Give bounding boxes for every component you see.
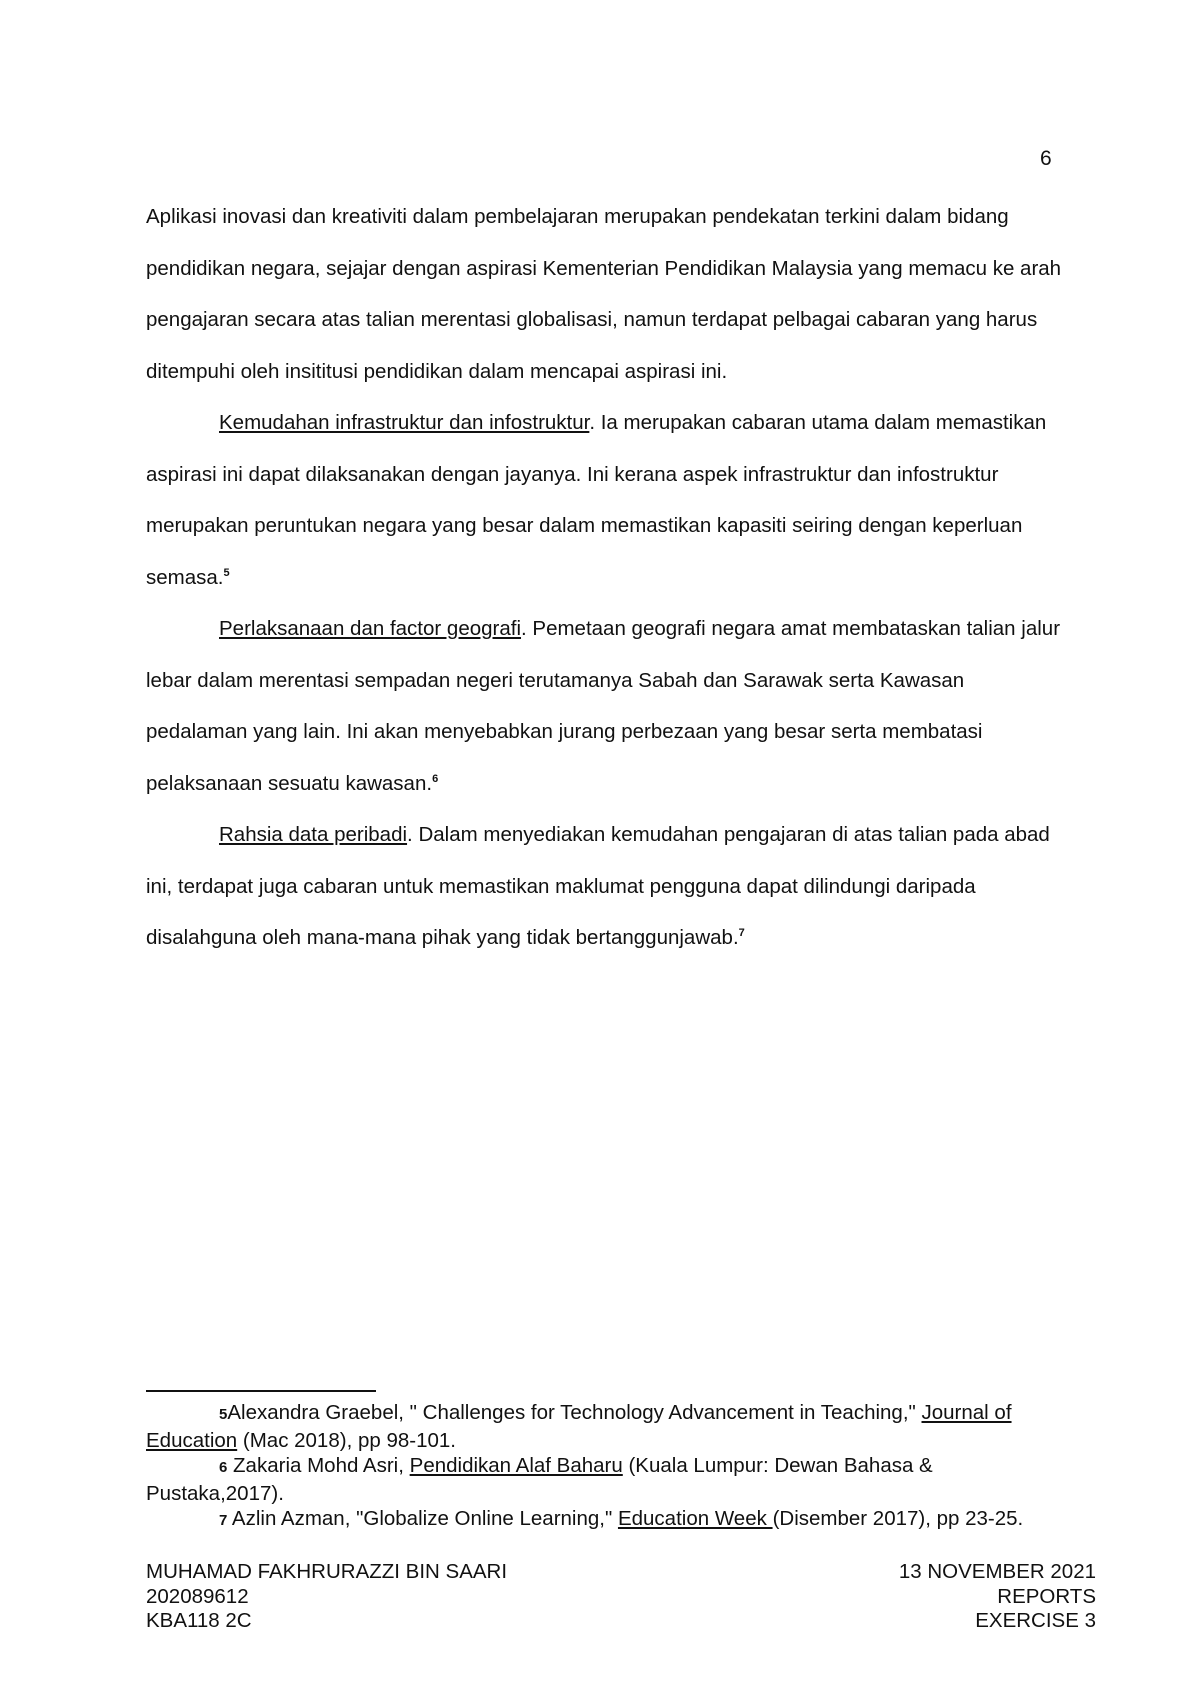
- section-heading: Kemudahan infrastruktur dan infostruktur: [219, 411, 590, 434]
- footnote-6: [146, 1453, 1066, 1506]
- footnote-number: 5: [219, 1406, 228, 1423]
- footnote-7: [146, 1506, 1066, 1534]
- footnote-reference[interactable]: 7: [738, 927, 745, 940]
- footnote-text: (Mac 2018), pp 98-101.: [237, 1428, 456, 1452]
- footnote-source-title: Pendidikan Alaf Baharu: [409, 1454, 623, 1477]
- intro-paragraph: Aplikasi inovasi dan kreativiti dalam pembelajaran merupakan pendekatan terkini dalam bidang pendidikan negara, sejajar dengan aspirasi Kementerian Pendidikan Malaysia yang memacu ke arah pengajaran secara atas talian merentasi globalisasi, namun terdapat pelbagai cabaran yang harus ditempuhi oleh insititusi pendidikan dalam mencapai aspirasi ini.: [146, 205, 1062, 383]
- exercise-label: EXERCISE 3: [975, 1609, 1096, 1632]
- document-type: REPORTS: [997, 1584, 1096, 1608]
- footer-left: [146, 1560, 507, 1634]
- section-paragraph-geography: [146, 603, 1066, 809]
- student-id: 202089612: [146, 1584, 249, 1608]
- footnote-text: Azlin Azman, "Globalize Online Learning,": [227, 1507, 618, 1530]
- page-number: 6: [1040, 147, 1052, 170]
- footnote-number: 6: [219, 1459, 228, 1476]
- footnote-text: Zakaria Mohd Asri,: [227, 1454, 410, 1477]
- footnote-text: (Kuala Lumpur: Dewan Bahasa & Pustaka,2017).: [146, 1454, 933, 1505]
- footnotes: [146, 1400, 1066, 1534]
- footnote-reference[interactable]: 5: [223, 566, 230, 579]
- footnote-text: Alexandra Graebel, " Challenges for Technology Advancement in Teaching,": [227, 1401, 922, 1424]
- footer-right: [899, 1560, 1096, 1634]
- section-text: . Ia merupakan cabaran utama dalam memastikan aspirasi ini dapat dilaksanakan dengan jayanya. Ini kerana aspek infrastruktur dan infostruktur merupakan peruntukan negara yang besar dalam memastikan kapasiti seiring dengan keperluan semasa.: [146, 411, 1047, 589]
- body-text: [146, 191, 1066, 964]
- author-name: MUHAMAD FAKHRURAZZI BIN SAARI: [146, 1560, 508, 1583]
- section-paragraph-privacy: [146, 809, 1066, 964]
- section-paragraph-infrastructure: [146, 397, 1066, 603]
- footer-date: 13 NOVEMBER 2021: [898, 1560, 1096, 1583]
- section-text: . Pemetaan geografi negara amat membataskan talian jalur lebar dalam merentasi sempadan negeri terutamanya Sabah dan Sarawak serta Kawasan pedalaman yang lain. Ini akan menyebabkan jurang perbezaan yang besar serta membatasi pelaksanaan sesuatu kawasan.: [146, 617, 1061, 795]
- footnote-reference[interactable]: 6: [432, 772, 439, 785]
- class-code: KBA118 2C: [146, 1609, 252, 1632]
- footnote-text: (Disember 2017), pp 23-25.: [772, 1507, 1024, 1530]
- footnote-source-title: Education Week: [617, 1507, 773, 1530]
- footnote-source-title: Journal of Education: [146, 1401, 1012, 1452]
- section-text: . Dalam menyediakan kemudahan pengajaran di atas talian pada abad ini, terdapat juga cabaran untuk memastikan maklumat pengguna dapat dilindungi daripada disalahguna oleh mana-mana pihak yang tidak bertanggunjawab.: [146, 823, 1050, 949]
- footnote-5: [146, 1400, 1066, 1453]
- footnote-separator: [146, 1390, 376, 1392]
- footnote-number: 7: [219, 1512, 228, 1529]
- section-heading: Rahsia data peribadi: [219, 823, 408, 846]
- section-heading: Perlaksanaan dan factor geografi: [219, 617, 522, 640]
